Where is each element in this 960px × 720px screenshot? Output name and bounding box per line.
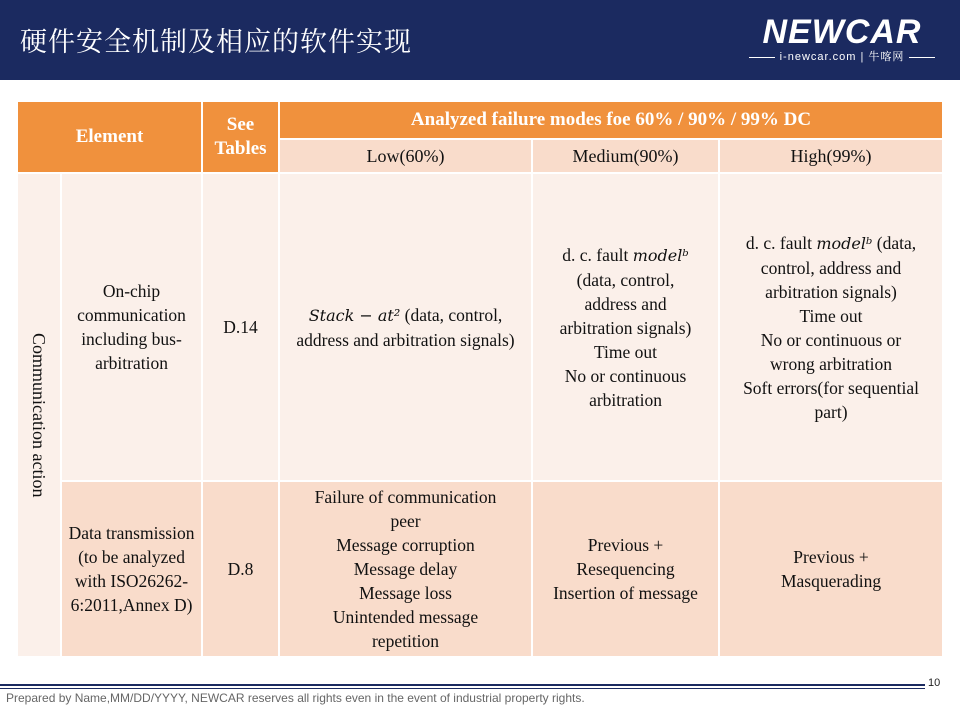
medium-cell (532, 481, 719, 657)
medium-line: Resequencing (576, 559, 675, 579)
header-low: Low(60%) (279, 139, 532, 173)
header-high: High(99%) (719, 139, 943, 173)
high-line: Time out (799, 305, 863, 326)
high-prefix: d. c. fault (745, 232, 812, 253)
low-line: Unintended message (332, 607, 479, 627)
high-line: (data, (876, 232, 917, 253)
low-line: repetition (371, 631, 440, 651)
medium-line: arbitration (589, 389, 662, 410)
high-line: part) (814, 401, 848, 422)
high-line: wrong arbitration (770, 353, 893, 374)
footer-divider (0, 684, 925, 686)
low-line: Failure of communication (314, 487, 497, 507)
see-table-cell: D.14 (202, 173, 279, 481)
low-line: Message corruption (336, 535, 475, 555)
high-cell (719, 481, 943, 657)
high-line: Soft errors(for sequential (743, 377, 919, 398)
stack-at-formula: Stack − at² (308, 305, 401, 325)
medium-cell (532, 173, 719, 481)
table-row (17, 481, 943, 657)
high-cell (719, 173, 943, 481)
medium-line: Insertion of message (553, 583, 698, 603)
medium-line: No or continuous (564, 365, 687, 386)
low-cell (279, 173, 532, 481)
group-label: Communication action (29, 332, 49, 498)
low-cell (279, 481, 532, 657)
low-line: Message loss (359, 583, 452, 603)
header-element: Element (17, 101, 202, 173)
header-medium: Medium(90%) (532, 139, 719, 173)
table-row (17, 173, 943, 481)
low-line: peer (390, 511, 421, 531)
high-line: arbitration signals) (765, 281, 897, 302)
page-number: 10 (928, 677, 941, 689)
footer-divider-thin (0, 688, 925, 689)
medium-line: Previous + (587, 535, 664, 555)
footer-copyright: Prepared by Name,MM/DD/YYYY, NEWCAR reserves all rights even in the event of industrial property rights. (6, 691, 585, 705)
slide-header (0, 0, 960, 80)
header-see-tables: See Tables (202, 101, 279, 173)
slide-title: 硬件安全机制及相应的软件实现 (20, 27, 412, 58)
element-cell: On-chip communication including bus-arbitration (61, 173, 202, 481)
group-cell (17, 173, 61, 657)
element-cell: Data transmission (to be analyzed with ISO26262-6:2011,Annex D) (61, 481, 202, 657)
high-line: Masquerading (780, 571, 882, 591)
low-text: (data, control, address and arbitration signals) (296, 304, 515, 350)
medium-line: Time out (593, 341, 658, 362)
low-line: Message delay (353, 559, 458, 579)
medium-line: arbitration signals) (559, 317, 692, 338)
model-formula: modelᵇ (632, 245, 689, 265)
header-analyzed-failure-modes: Analyzed failure modes foe 60% / 90% / 99% DC (279, 101, 943, 139)
logo-subtitle: i-newcar.com | 牛喀网 (742, 50, 942, 64)
medium-prefix: d. c. fault (562, 244, 629, 265)
high-line: Previous + (793, 547, 869, 567)
logo-brand: NEWCAR (762, 13, 922, 51)
failure-modes-table (16, 100, 944, 658)
medium-line: (data, control, (576, 269, 675, 290)
model-formula: modelᵇ (816, 233, 873, 253)
see-table-cell: D.8 (202, 481, 279, 657)
newcar-logo (742, 14, 942, 64)
high-line: control, address and (760, 257, 902, 278)
high-line: No or continuous or (760, 329, 902, 350)
medium-line: address and (584, 293, 667, 314)
